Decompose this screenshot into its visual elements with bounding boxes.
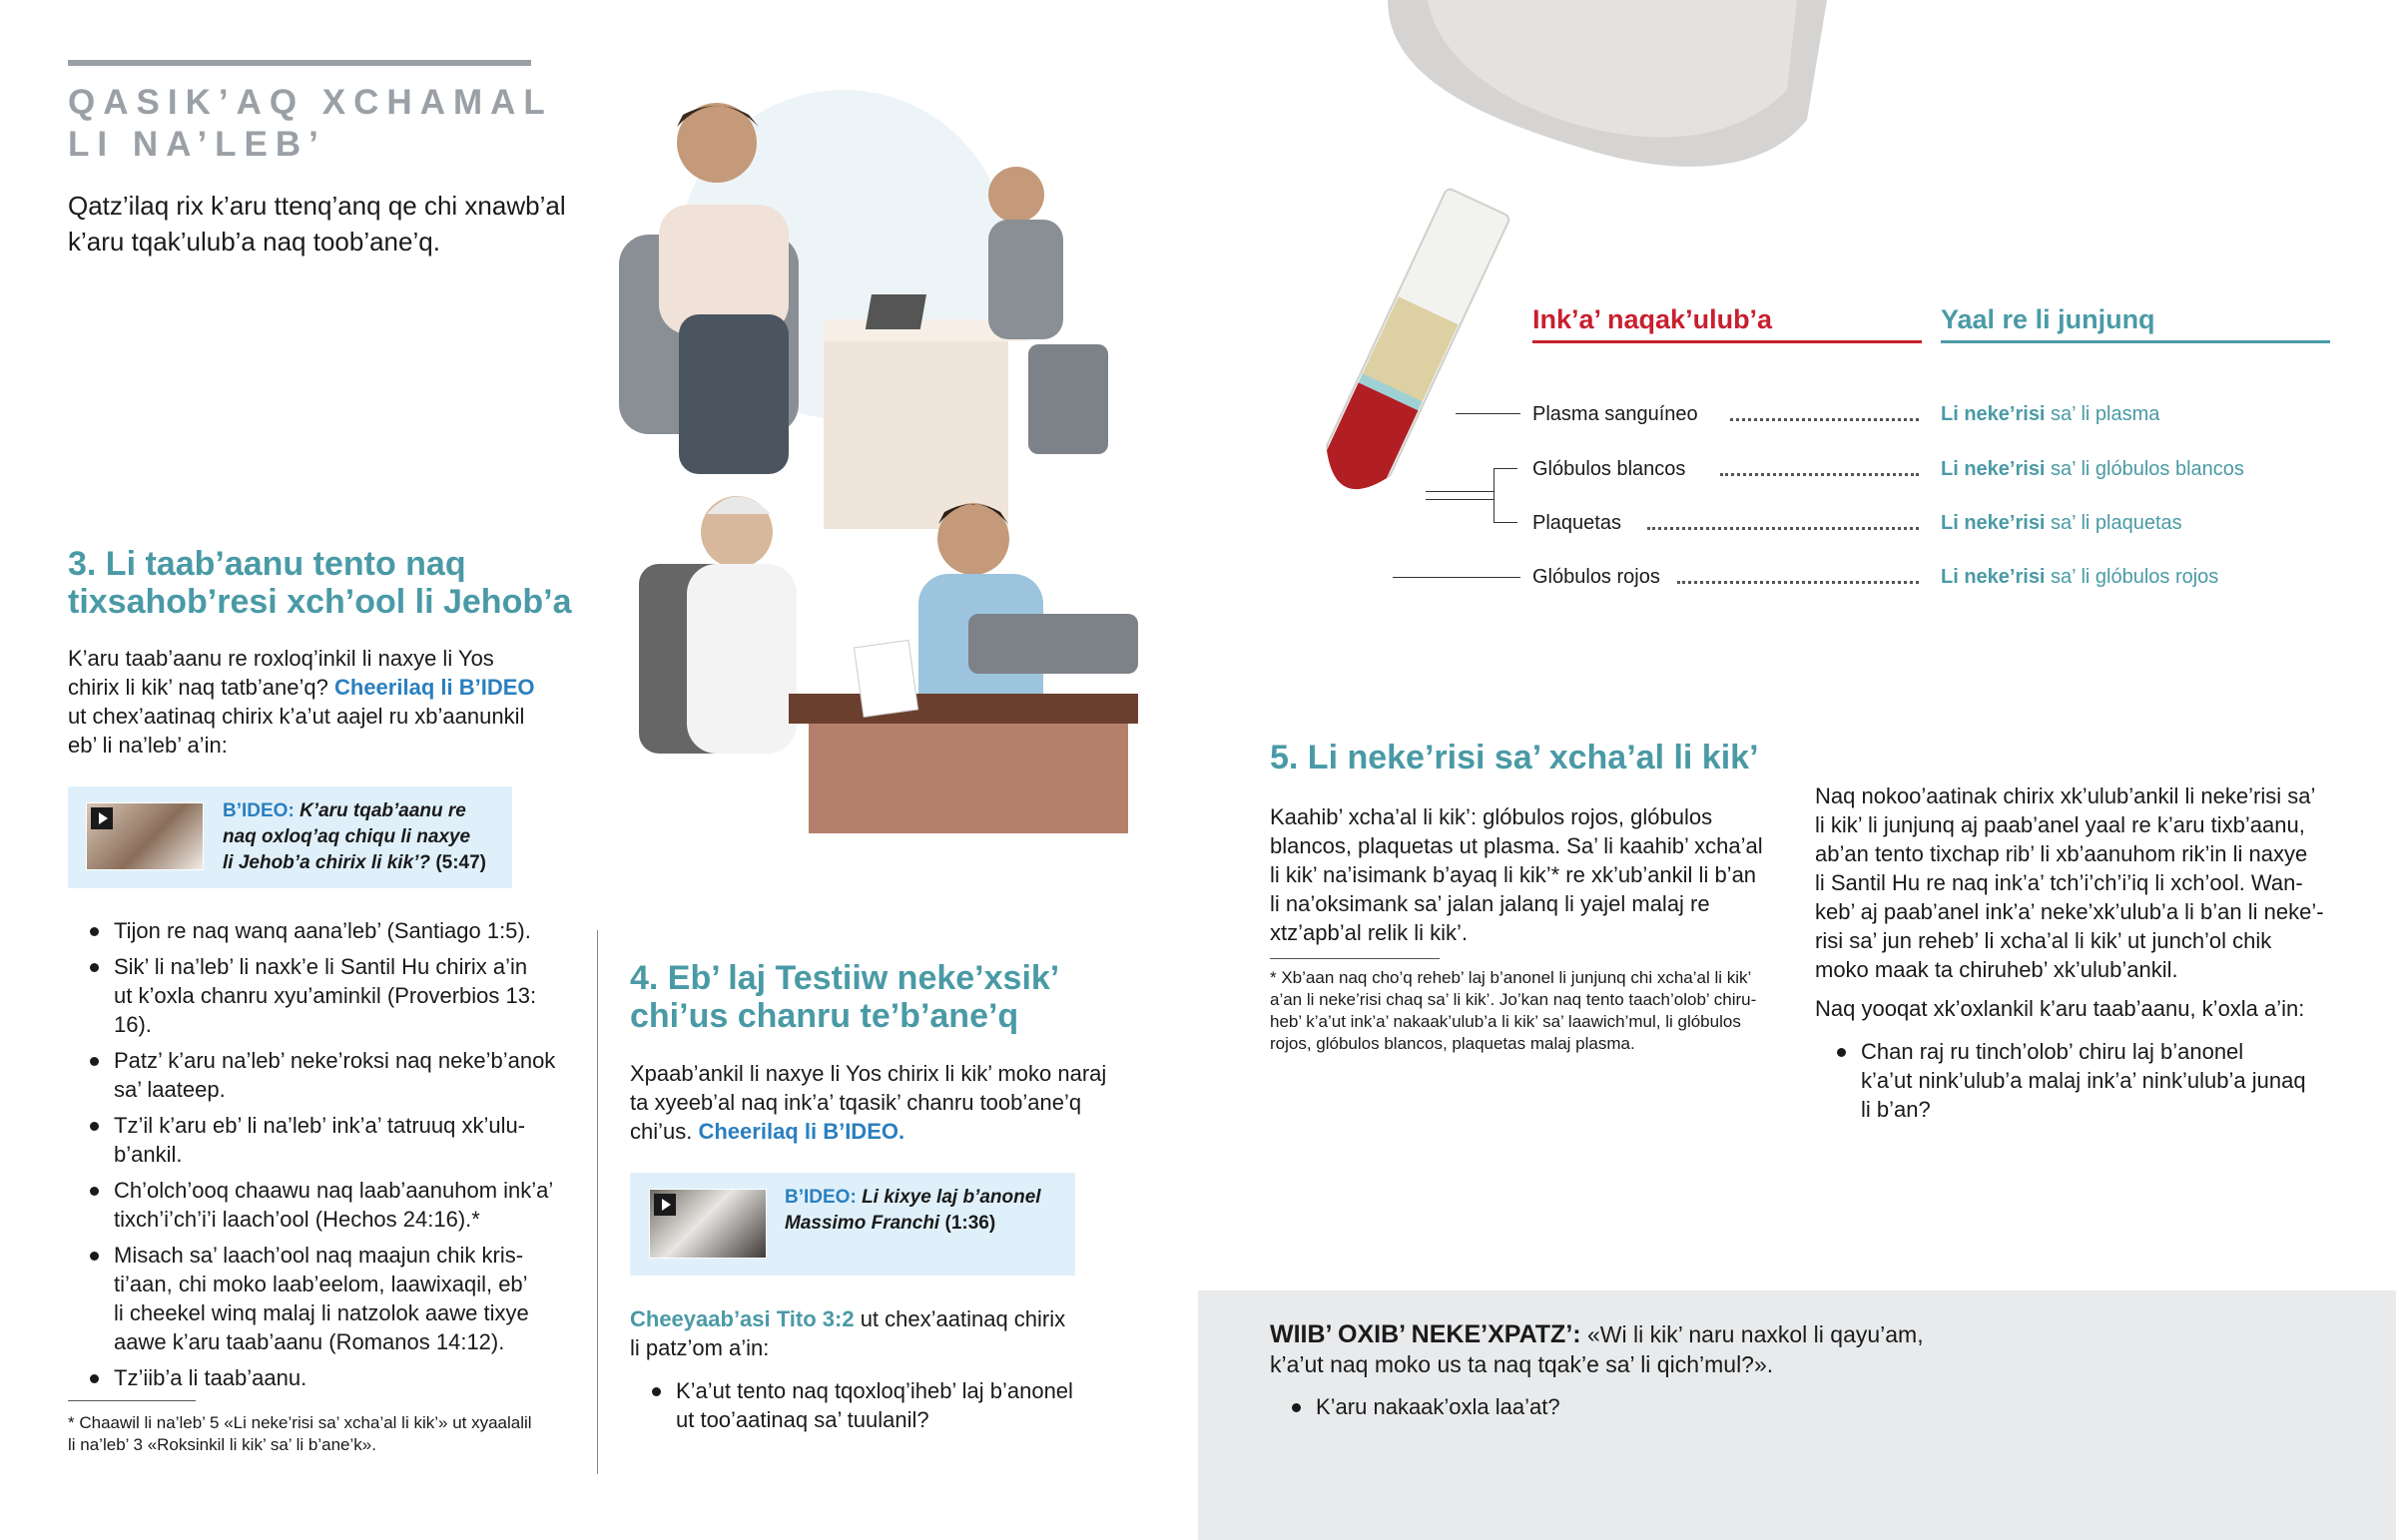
dotted-leader	[1730, 418, 1919, 421]
section5-col1: Kaahib’ xcha’al li kik’: glóbulos rojos, glóbulos blancos, plaquetas ut plasma. Sa’ li kaahib’ xcha’al li kik’ na’isimank b’ayaq li kik’* re xk’ub’ankil li b’an li na’oksimank sa’ jalan jalanq li yajel malaj re xtz’apb’al relik li kik’.	[1270, 804, 1763, 945]
list-item: Chan raj ru tinch’olob’ chiru laj b’anonel k’a’ut nink’ulub’a malaj ink’a’ nink’ulub’a junaq li b’an?	[1815, 1037, 2374, 1124]
video-caption: B’IDEO: K’aru tqab’aanu re naq oxloq’aq chiqu li naxye li Jehob’a chirix li kik’? (5:47)	[223, 800, 486, 873]
list-item: K’a’ut tento naq tqoxloq’iheb’ laj b’anonel ut too’aatinaq sa’ tuulanil?	[630, 1376, 1189, 1434]
dotted-leader	[1677, 581, 1919, 584]
header-rule	[68, 60, 531, 66]
dotted-leader	[1720, 473, 1919, 476]
column-divider	[597, 930, 598, 1474]
section5-footnote: * Xb’aan naq cho’q reheb’ laj b’anonel li junjunq chi xcha’al li kik’ a’an li neke’risi chaq sa’ li kik’. Jo’kan naq tento taach’olob’ chiru- heb’ k’a’ut ink’a’ nakaak’ulub’a li kik’ sa’ laawich’mul, li glóbulos rojos, glóbulos blancos, plaquetas malaj plasma.	[1270, 968, 1757, 1053]
list-item: K’aru nakaak’oxla laa’at?	[1270, 1392, 1969, 1421]
list-item: Patz’ k’aru na’leb’ neke’roksi naq neke’b’anok sa’ laateep.	[68, 1046, 597, 1104]
watch-video-link[interactable]: Cheerilaq li B’IDEO.	[698, 1119, 905, 1144]
list-item: Tz’iib’a li taab’aanu.	[68, 1363, 597, 1392]
section4-title: 4. Eb’ laj Testiiw neke’xsik’ chi’us chanru te’b’ane’q	[630, 959, 1060, 1035]
video-thumbnail[interactable]	[649, 1189, 767, 1259]
section5-title: 5. Li neke’risi sa’ xcha’al li kik’	[1270, 739, 1759, 776]
video-card[interactable]	[630, 1173, 1075, 1276]
section4-question: Cheeyaab’asi Tito 3:2 ut chex’aatinaq chirix li patz’om a’in:	[630, 1306, 1066, 1360]
chart-col-right-header: Yaal re li junjunq	[1941, 304, 2155, 334]
chart-row-label: Glóbulos rojos	[1532, 566, 1660, 588]
connector-line	[1393, 577, 1520, 578]
section3-title: 3. Li taab’aanu tento naq tixsahob’resi xch’ool li Jehob’a	[68, 545, 572, 621]
section3-bullet-list	[68, 916, 597, 1399]
chart-row-label: Plaquetas	[1532, 512, 1621, 534]
questions-box-bullets	[1270, 1392, 1969, 1421]
section3-footnote: * Chaawil li na’leb’ 5 «Li neke’risi sa’ xcha’al li kik’» ut xyaalalil li na’leb’ 3 «Roksinkil li kik’ sa’ li b’ane’k».	[68, 1413, 532, 1454]
list-item: Misach sa’ laach’ool naq maajun chik kris- ti’aan, chi moko laab’eelom, laawixaqil, eb’ li cheekel winq malaj li natzolok aawe tixye aawe k’aru taab’aanu (Romanos 14:12).	[68, 1241, 597, 1356]
page-kicker	[68, 82, 587, 166]
scripture-link[interactable]: Cheeyaab’asi Tito 3:2	[630, 1306, 855, 1331]
scene-illustration	[599, 85, 1178, 843]
video-caption: B’IDEO: Li kixye laj b’anonel Massimo Franchi (1:36)	[785, 1187, 1041, 1234]
chart-row-label: Plasma sanguíneo	[1532, 403, 1698, 425]
footnote-rule	[68, 1400, 196, 1401]
list-item: Tijon re naq wanq aana’leb’ (Santiago 1:5).	[68, 916, 597, 945]
header-underline	[1941, 340, 2330, 343]
watch-video-link[interactable]: Cheerilaq li B’IDEO	[334, 675, 535, 700]
chart-row-label: Glóbulos blancos	[1532, 458, 1686, 480]
connector-line	[1426, 499, 1494, 500]
section4-paragraph: Xpaab’ankil li naxye li Yos chirix li kik’ moko naraj ta xyeeb’al naq ink’a’ tqasik’ chanru toob’ane’q chi’us. Cheerilaq li B’IDEO.	[630, 1061, 1107, 1144]
dotted-leader	[1647, 527, 1919, 530]
kicker-line: QASIK’AQ XCHAMAL	[68, 83, 553, 122]
chart-row-value: Li neke’risi sa’ li glóbulos rojos	[1941, 566, 2219, 588]
chart-col-left-header: Ink’a’ naqak’ulub’a	[1532, 304, 1773, 334]
chart-row-value: Li neke’risi sa’ li plaquetas	[1941, 512, 2182, 534]
play-icon[interactable]	[91, 807, 113, 829]
video-thumbnail[interactable]	[86, 802, 204, 870]
section5-question: Naq yooqat xk’oxlankil k’aru taab’aanu, k’oxla a’in:	[1815, 996, 2305, 1021]
intro-text: Qatz’ilaq rix k’aru ttenq’anq qe chi xnawb’al k’aru tqak’ulub’a naq toob’ane’q.	[68, 191, 566, 257]
play-icon[interactable]	[654, 1194, 676, 1216]
connector-line	[1494, 468, 1495, 523]
connector-line	[1494, 468, 1517, 469]
section4-bullet-list	[630, 1376, 1189, 1434]
connector-line	[1456, 413, 1520, 414]
list-item: Ch’olch’ooq chaawu naq laab’aanuhom ink’a’ tixch’i’ch’i’i laach’ool (Hechos 24:16).*	[68, 1176, 597, 1234]
chart-row-value: Li neke’risi sa’ li plasma	[1941, 403, 2160, 425]
header-underline	[1532, 340, 1922, 343]
questions-box-text: WIIB’ OXIB’ NEKE’XPATZ’: «Wi li kik’ naru naxkol li qayu’am, k’a’ut naq moko us ta naq tqak’e sa’ li qich’mul?».	[1270, 1320, 1924, 1377]
video-card[interactable]	[68, 786, 512, 888]
connector-line	[1426, 491, 1494, 492]
footnote-rule	[1270, 958, 1440, 959]
section5-bullet-list	[1815, 1037, 2374, 1124]
section5-col2: Naq nokoo’aatinak chirix xk’ulub’ankil li neke’risi sa’ li kik’ li junjunq aj paab’anel yaal re k’aru tixb’aanu, ab’an tento tixchap rib’ li xb’aanuhom rik’in li naxye li Santil Hu re naq ink’a’ tch’i’ch’i’iq li xch’ool. Wan- keb’ aj paab’anel ink’a’ neke’xk’ulub’a li b’an li neke’- risi sa’ jun reheb’ li xcha’al li kik’ ut junch’ol chik moko maak ta chiruheb’ xk’ulub’ankil.	[1815, 783, 2324, 982]
kicker-line: LI NA’LEB’	[68, 125, 326, 164]
list-item: Sik’ li na’leb’ li naxk’e li Santil Hu chirix a’in ut k’oxla chanru xyu’aminkil (Proverbios 13: 16).	[68, 952, 597, 1039]
section3-paragraph: K’aru taab’aanu re roxloq’inkil li naxye li Yos chirix li kik’ naq tatb’ane’q? Cheerilaq li B’IDEO ut chex’aatinaq chirix k’a’ut aajel ru xb’aanunkil eb’ li na’leb’ a’in:	[68, 646, 535, 758]
chart-row-value: Li neke’risi sa’ li glóbulos blancos	[1941, 458, 2244, 480]
connector-line	[1494, 522, 1517, 523]
list-item: Tz’il k’aru eb’ li na’leb’ ink’a’ tatruuq xk’ulu- b’ankil.	[68, 1111, 597, 1169]
